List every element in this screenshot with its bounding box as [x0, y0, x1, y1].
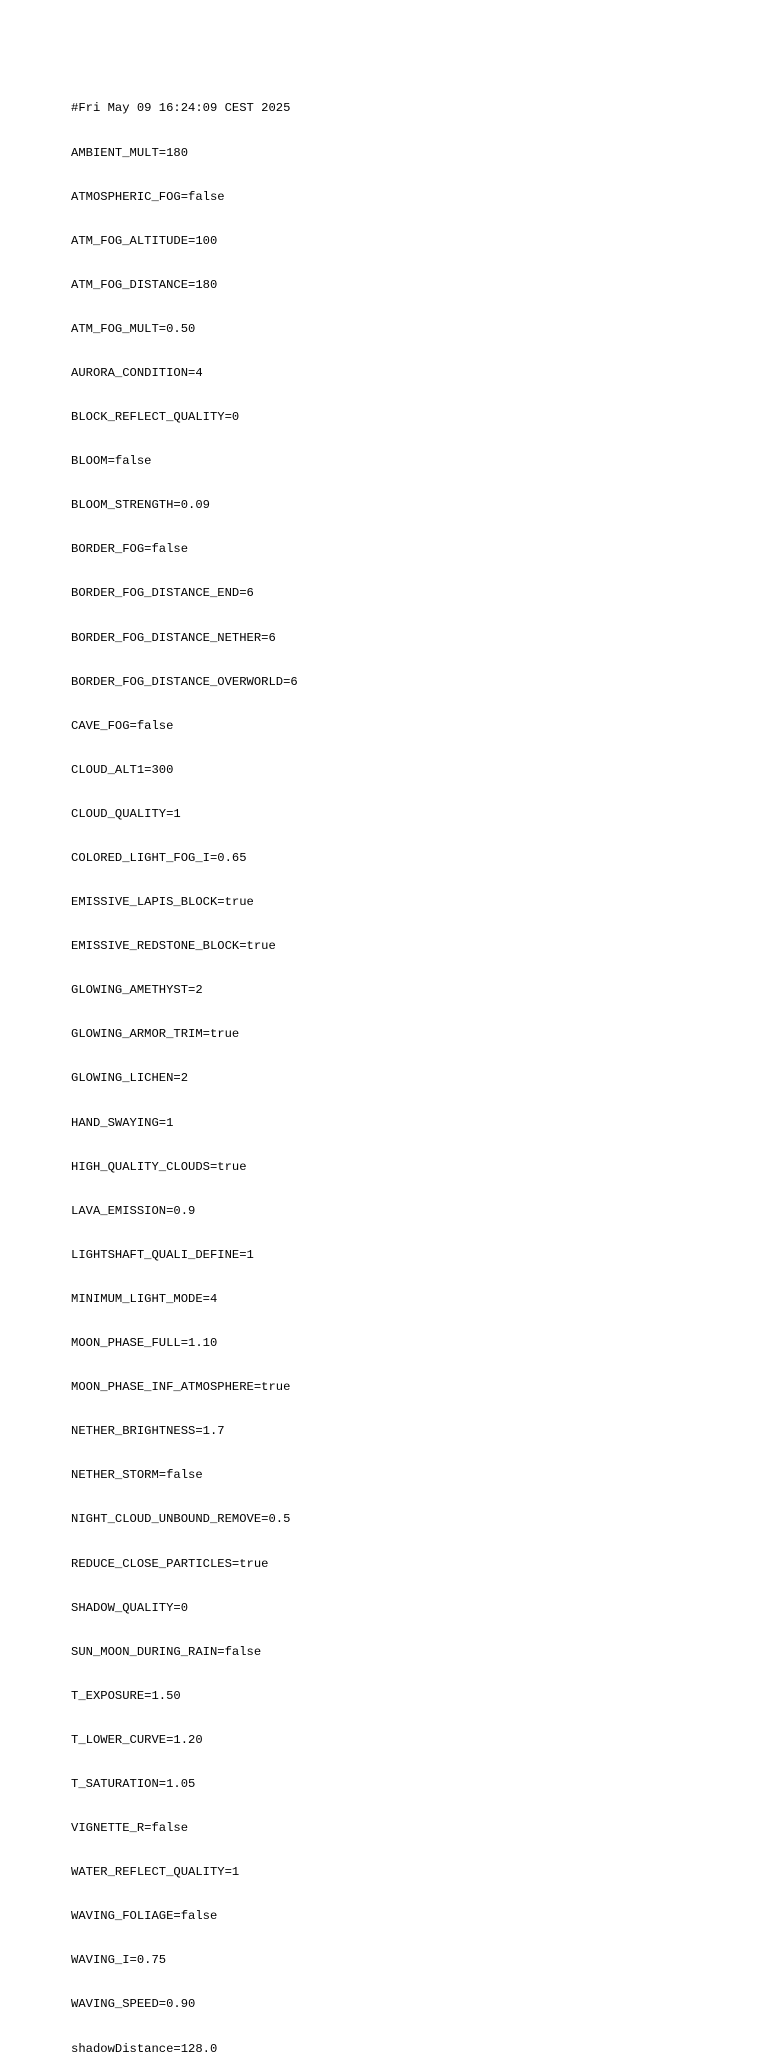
- setting-line: HAND_SWAYING=1: [71, 1115, 174, 1130]
- setting-line: ATM_FOG_ALTITUDE=100: [71, 233, 218, 248]
- setting-line: HIGH_QUALITY_CLOUDS=true: [71, 1159, 247, 1174]
- setting-line: BLOOM=false: [71, 454, 152, 469]
- setting-line: T_LOWER_CURVE=1.20: [71, 1732, 203, 1747]
- setting-line: WAVING_SPEED=0.90: [71, 1997, 196, 2012]
- setting-line: EMISSIVE_REDSTONE_BLOCK=true: [71, 939, 276, 954]
- setting-line: CAVE_FOG=false: [71, 718, 174, 733]
- setting-line: SHADOW_QUALITY=0: [71, 1600, 189, 1615]
- setting-line: AMBIENT_MULT=180: [71, 145, 189, 160]
- setting-line: MOON_PHASE_FULL=1.10: [71, 1336, 218, 1351]
- setting-line: NETHER_STORM=false: [71, 1468, 203, 1483]
- setting-line: BORDER_FOG_DISTANCE_NETHER=6: [71, 630, 276, 645]
- setting-line: WAVING_I=0.75: [71, 1953, 167, 1968]
- setting-line: NIGHT_CLOUD_UNBOUND_REMOVE=0.5: [71, 1512, 291, 1527]
- setting-line: WAVING_FOLIAGE=false: [71, 1909, 218, 1924]
- setting-line: BLOCK_REFLECT_QUALITY=0: [71, 410, 240, 425]
- settings-document: [71, 72, 298, 2071]
- setting-line: EMISSIVE_LAPIS_BLOCK=true: [71, 895, 254, 910]
- setting-line: ATM_FOG_MULT=0.50: [71, 321, 196, 336]
- setting-line: AURORA_CONDITION=4: [71, 365, 203, 380]
- setting-line: LAVA_EMISSION=0.9: [71, 1203, 196, 1218]
- setting-line: ATM_FOG_DISTANCE=180: [71, 277, 218, 292]
- setting-line: BORDER_FOG_DISTANCE_OVERWORLD=6: [71, 674, 298, 689]
- setting-line: T_SATURATION=1.05: [71, 1776, 196, 1791]
- setting-line: COLORED_LIGHT_FOG_I=0.65: [71, 851, 247, 865]
- setting-line: VIGNETTE_R=false: [71, 1821, 189, 1836]
- timestamp-comment-line: #Fri May 09 16:24:09 CEST 2025: [71, 101, 291, 116]
- setting-line: GLOWING_AMETHYST=2: [71, 983, 203, 998]
- setting-line: MINIMUM_LIGHT_MODE=4: [71, 1291, 218, 1306]
- setting-line: NETHER_BRIGHTNESS=1.7: [71, 1424, 225, 1439]
- setting-line: BORDER_FOG=false: [71, 542, 189, 557]
- setting-line: ATMOSPHERIC_FOG=false: [71, 189, 225, 204]
- setting-line: LIGHTSHAFT_QUALI_DEFINE=1: [71, 1247, 254, 1262]
- setting-line: BLOOM_STRENGTH=0.09: [71, 498, 210, 513]
- setting-line: CLOUD_QUALITY=1: [71, 806, 181, 821]
- setting-line: shadowDistance=128.0: [71, 2041, 218, 2056]
- setting-line: WATER_REFLECT_QUALITY=1: [71, 1865, 240, 1880]
- setting-line: CLOUD_ALT1=300: [71, 762, 174, 777]
- setting-line: MOON_PHASE_INF_ATMOSPHERE=true: [71, 1380, 291, 1395]
- setting-line: GLOWING_LICHEN=2: [71, 1071, 189, 1086]
- setting-line: REDUCE_CLOSE_PARTICLES=true: [71, 1556, 269, 1571]
- setting-line: GLOWING_ARMOR_TRIM=true: [71, 1027, 240, 1042]
- setting-line: T_EXPOSURE=1.50: [71, 1688, 181, 1703]
- setting-line: SUN_MOON_DURING_RAIN=false: [71, 1644, 262, 1659]
- setting-line: BORDER_FOG_DISTANCE_END=6: [71, 586, 254, 601]
